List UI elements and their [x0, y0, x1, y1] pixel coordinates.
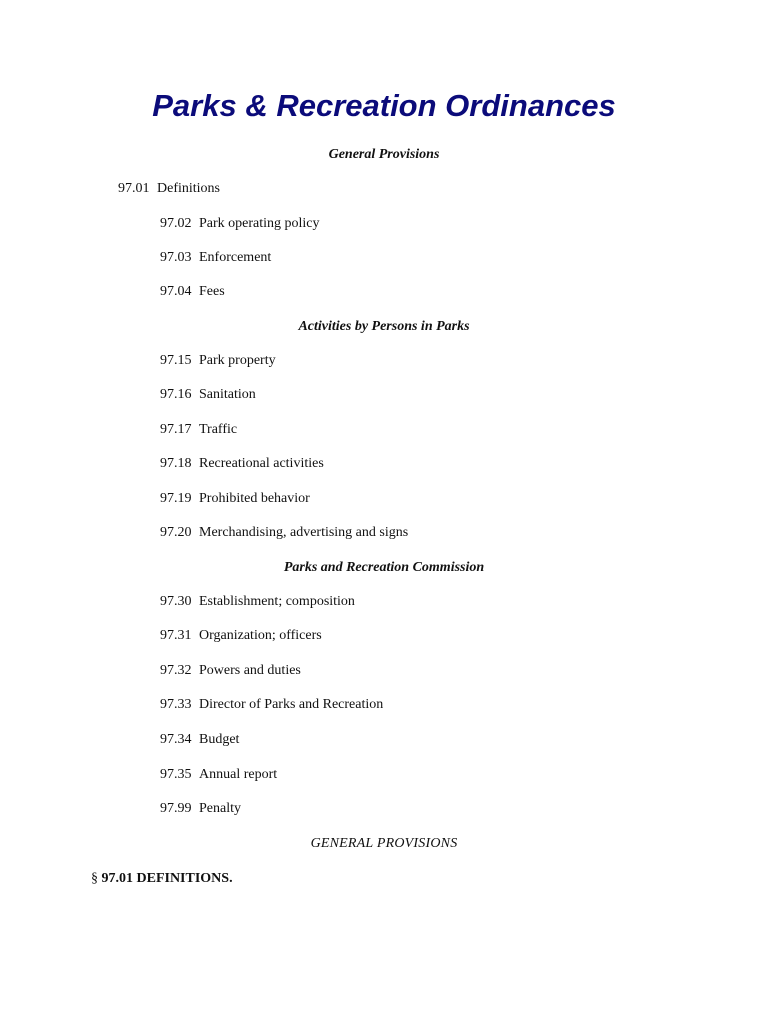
- toc-entry-label: Director of Parks and Recreation: [199, 697, 384, 712]
- toc-entry-number: 97.17: [160, 422, 192, 437]
- toc-entry-number: 97.02: [160, 216, 192, 231]
- section-symbol: §: [91, 871, 98, 886]
- toc-entry-number: 97.35: [160, 767, 192, 782]
- toc-entry-number: 97.19: [160, 491, 192, 506]
- toc-entry-number: 97.16: [160, 387, 192, 402]
- toc-entry-97-03[interactable]: [160, 250, 271, 266]
- toc-entry-number: 97.99: [160, 801, 192, 816]
- toc-entry-label: Definitions: [157, 181, 220, 196]
- toc-entry-97-30[interactable]: [160, 594, 355, 610]
- page-title: Parks & Recreation Ordinances: [152, 88, 616, 123]
- toc-entry-number: 97.30: [160, 594, 192, 609]
- body-heading-general-provisions: GENERAL PROVISIONS: [310, 836, 458, 851]
- toc-entry-97-04[interactable]: [160, 284, 225, 300]
- toc-entry-label: Annual report: [199, 767, 278, 782]
- toc-entry-label: Fees: [199, 284, 225, 299]
- toc-entry-label: Park property: [199, 353, 276, 368]
- toc-entry-97-16[interactable]: [160, 387, 256, 403]
- toc-entry-97-17[interactable]: [160, 422, 237, 438]
- toc-entry-number: 97.03: [160, 250, 192, 265]
- section-heading-commission: Parks and Recreation Commission: [283, 560, 485, 575]
- toc-entry-97-99[interactable]: [160, 801, 241, 817]
- toc-entry-97-15[interactable]: [160, 353, 276, 369]
- toc-entry-97-02[interactable]: [160, 216, 320, 232]
- toc-entry-label: Penalty: [199, 801, 241, 816]
- toc-entry-97-32[interactable]: [160, 663, 301, 679]
- toc-entry-97-20[interactable]: [160, 525, 408, 541]
- toc-entry-number: 97.32: [160, 663, 192, 678]
- toc-entry-97-01[interactable]: [118, 181, 220, 197]
- toc-entry-number: 97.15: [160, 353, 192, 368]
- toc-entry-label: Budget: [199, 732, 240, 747]
- toc-entry-97-34[interactable]: [160, 732, 239, 748]
- toc-entry-number: 97.18: [160, 456, 192, 471]
- toc-entry-label: Recreational activities: [199, 456, 324, 471]
- toc-entry-label: Enforcement: [199, 250, 272, 265]
- toc-entry-label: Powers and duties: [199, 663, 301, 678]
- toc-entry-label: Traffic: [199, 422, 238, 437]
- toc-entry-number: 97.34: [160, 732, 192, 747]
- toc-entry-label: Sanitation: [199, 387, 256, 402]
- section-heading-general-provisions: General Provisions: [328, 147, 440, 162]
- toc-entry-number: 97.04: [160, 284, 192, 299]
- toc-entry-97-31[interactable]: [160, 628, 322, 644]
- toc-entry-number: 97.33: [160, 697, 192, 712]
- toc-entry-97-33[interactable]: [160, 697, 383, 713]
- toc-entry-97-35[interactable]: [160, 767, 277, 783]
- toc-entry-97-19[interactable]: [160, 491, 310, 507]
- section-title-text: 97.01 DEFINITIONS.: [101, 871, 233, 886]
- toc-entry-97-18[interactable]: [160, 456, 324, 472]
- section-heading-activities: Activities by Persons in Parks: [298, 319, 470, 334]
- toc-entry-number: 97.01: [118, 181, 150, 196]
- toc-entry-label: Organization; officers: [199, 628, 322, 643]
- toc-entry-label: Establishment; composition: [199, 594, 355, 609]
- toc-entry-number: 97.20: [160, 525, 192, 540]
- toc-entry-label: Prohibited behavior: [199, 491, 310, 506]
- toc-entry-number: 97.31: [160, 628, 192, 643]
- toc-entry-label: Merchandising, advertising and signs: [199, 525, 409, 540]
- section-title-97-01: [91, 871, 233, 887]
- toc-entry-label: Park operating policy: [199, 216, 320, 231]
